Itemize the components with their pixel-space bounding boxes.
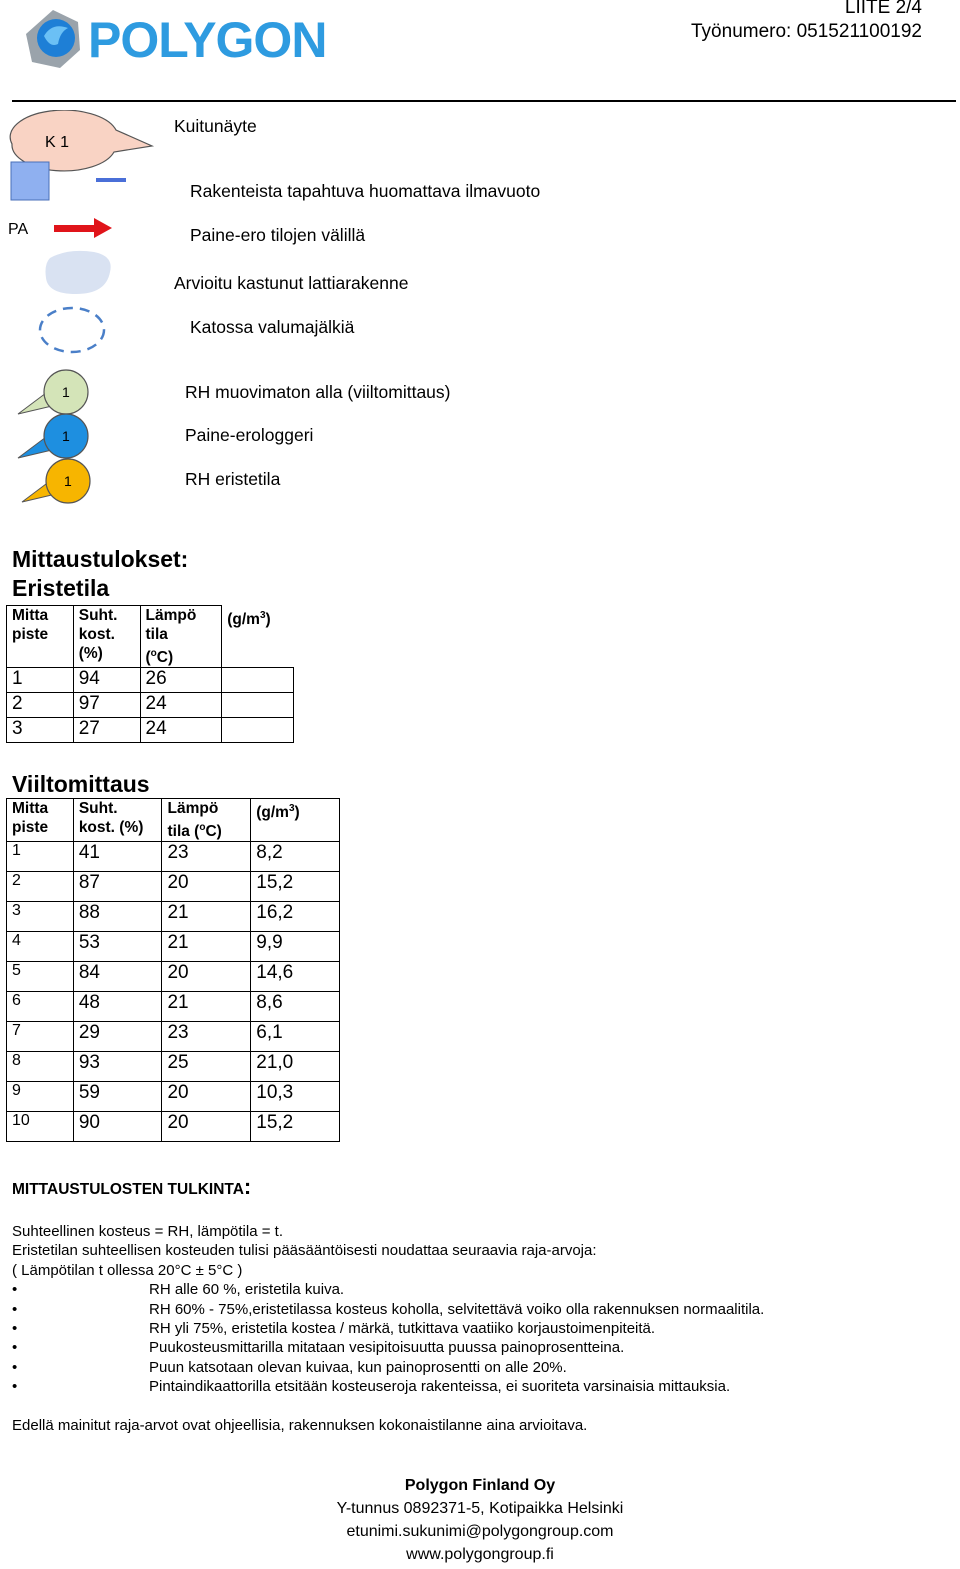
bullet-icon: • (12, 1378, 18, 1396)
logo-text: POLYGON (88, 12, 327, 68)
bullet-text: Pintaindikaattorilla etsitään kosteuseroja rakenteissa, ei suoriteta varsinaisia mittauksia. (149, 1378, 731, 1396)
bullet-text: Puun katsotaan olevan kuivaa, kun painoprosentti on alle 20%. (149, 1358, 567, 1376)
legend-paine-ero: Paine-ero tilojen välillä (190, 225, 366, 245)
header-mittapiste: Mitta piste (7, 799, 74, 842)
table-cell: 20 (162, 872, 251, 902)
table-cell: 14,6 (251, 962, 340, 992)
header-gm3: $(g/m^3)$ (227, 609, 271, 628)
table-cell: 1 (7, 842, 74, 872)
k1-label: K 1 (45, 134, 70, 151)
footer-company: Polygon Finland Oy (404, 1477, 556, 1494)
wet-floor-icon (46, 251, 111, 294)
table-cell: 15,2 (251, 1112, 340, 1142)
table-row (7, 902, 340, 932)
header-mittapiste: Mitta piste (7, 606, 74, 668)
interp-line: ( Lämpötilan t ollessa 20°C ± 5°C ) (12, 1261, 243, 1279)
table-cell: 8 (7, 1052, 74, 1082)
table-cell: 5 (7, 962, 74, 992)
table-cell (222, 693, 294, 718)
table-header-row (7, 606, 294, 668)
legend-symbols (8, 110, 168, 510)
table-cell: 7 (7, 1022, 74, 1052)
viilto-title: Viiltomittaus (12, 771, 150, 797)
pressure-arrow-icon (54, 218, 112, 238)
legend-ilmavuoto: Rakenteista tapahtuva huomattava ilmavuoto (190, 181, 541, 201)
table-cell: 20 (162, 1082, 251, 1112)
table-cell: 6,1 (251, 1022, 340, 1052)
table-cell: 24 (140, 693, 222, 718)
legend-valumajalkia: Katossa valumajälkiä (190, 317, 355, 337)
pressure-logger-badge-icon (18, 414, 88, 458)
interp-closing: Edellä mainitut raja-arvot ovat ohjeellisia, rakennuksen kokonaistilanne aina arvioitava. (12, 1416, 588, 1434)
table-cell: 21 (162, 932, 251, 962)
table-row (7, 872, 340, 902)
table-row (7, 1052, 340, 1082)
ceiling-stain-icon (40, 308, 104, 352)
table-cell: 9 (7, 1082, 74, 1112)
table-cell: 88 (73, 902, 162, 932)
header-gm3: $(g/m^3)$ (251, 799, 340, 842)
table-cell (222, 668, 294, 693)
legend-kastunut: Arvioitu kastunut lattiarakenne (174, 273, 409, 293)
table-row (7, 693, 294, 718)
bullet-item (12, 1280, 952, 1299)
air-leak-line-icon (96, 178, 126, 182)
bullet-icon: • (12, 1300, 18, 1318)
table-cell: 48 (73, 992, 162, 1022)
bullet-text: RH alle 60 %, eristetila kuiva. (149, 1281, 345, 1299)
header-lampotila: Lämpö tila ($^o$C) (140, 606, 222, 668)
table-cell: 2 (7, 872, 74, 902)
bullet-item (12, 1338, 952, 1357)
table-cell: 4 (7, 932, 74, 962)
table-cell: 41 (73, 842, 162, 872)
table-cell: 27 (73, 718, 140, 743)
table-cell: 16,2 (251, 902, 340, 932)
table-row (7, 962, 340, 992)
table-cell: 3 (7, 902, 74, 932)
interpretation-title: MITTAUSTULOSTEN TULKINTA: (12, 1174, 252, 1199)
bullet-text: RH yli 75%, eristetila kostea / märkä, tutkittava vaatiiko korjaustoimenpiteitä. (149, 1320, 656, 1337)
bullet-text: RH 60% - 75%,eristetilassa kosteus koholla, selvitettävä voiko olla rakennuksen normaalitila. (149, 1300, 765, 1318)
badge-number: 1 (62, 384, 70, 400)
bullet-text: Puukosteusmittarilla mitataan vesipitoisuutta puussa painoprosentteina. (149, 1339, 625, 1357)
table-cell: 26 (140, 668, 222, 693)
table-cell: 23 (162, 1022, 251, 1052)
appendix-label: LIITE 2/4 (844, 0, 922, 18)
legend-kuitunayte: Kuitunäyte (174, 116, 257, 136)
bullet-item (12, 1358, 952, 1377)
legend-rh-eristetila: RH eristetila (185, 469, 281, 489)
table-row (7, 1112, 340, 1142)
eristetila-title: Eristetila (12, 575, 110, 601)
table-cell (222, 718, 294, 743)
table-row (7, 718, 294, 743)
bullet-icon: • (12, 1281, 18, 1299)
header-suhtkost: Suht. kost. (%) (73, 606, 140, 668)
table-cell: 29 (73, 1022, 162, 1052)
header-divider (12, 100, 956, 102)
table-cell: 59 (73, 1082, 162, 1112)
table-row (7, 842, 340, 872)
badge-number: 1 (62, 428, 70, 444)
table-cell: 24 (140, 718, 222, 743)
eristetila-table (6, 605, 294, 743)
table-cell: 8,2 (251, 842, 340, 872)
table-cell: 21,0 (251, 1052, 340, 1082)
table-row (7, 1082, 340, 1112)
table-cell: 21 (162, 902, 251, 932)
rh-insulation-badge-icon (22, 459, 90, 503)
table-cell: 25 (162, 1052, 251, 1082)
bullet-icon: • (12, 1320, 18, 1337)
bullet-item (12, 1300, 952, 1319)
table-cell: 1 (7, 668, 74, 693)
table-cell: 2 (7, 693, 74, 718)
table-cell: 10,3 (251, 1082, 340, 1112)
viilto-table (6, 798, 340, 1142)
polygon-logo (22, 8, 362, 72)
pa-label: PA (8, 221, 29, 238)
table-row (7, 932, 340, 962)
table-cell: 23 (162, 842, 251, 872)
legend-rh-muovimaton: RH muovimaton alla (viiltomittaus) (185, 382, 451, 402)
footer-email[interactable]: etunimi.sukunimi@polygongroup.com (346, 1523, 614, 1540)
bullet-item (12, 1319, 952, 1338)
bullet-icon: • (12, 1339, 18, 1357)
table-cell: 21 (162, 992, 251, 1022)
fiber-sample-square-icon (11, 162, 49, 200)
table-cell: 10 (7, 1112, 74, 1142)
table-cell: 90 (73, 1112, 162, 1142)
table-cell: 8,6 (251, 992, 340, 1022)
footer-ytunnus: Y-tunnus 0892371-5, Kotipaikka Helsinki (336, 1500, 624, 1517)
badge-number: 1 (64, 473, 72, 489)
polygon-globe-icon (22, 8, 84, 70)
table-cell: 94 (73, 668, 140, 693)
bullet-list (12, 1280, 952, 1396)
table-cell: 53 (73, 932, 162, 962)
table-row (7, 668, 294, 693)
table-cell: 6 (7, 992, 74, 1022)
interp-line: Suhteellinen kosteus = RH, lämpötila = t. (12, 1223, 283, 1240)
table-cell: 97 (73, 693, 140, 718)
table-cell: 20 (162, 1112, 251, 1142)
bullet-icon: • (12, 1358, 18, 1376)
table-cell: 3 (7, 718, 74, 743)
table-cell: 20 (162, 962, 251, 992)
table-cell: 87 (73, 872, 162, 902)
work-number: Työnumero: 051521100192 (691, 21, 922, 42)
bullet-item (12, 1377, 952, 1396)
rh-film-badge-icon (18, 370, 88, 414)
results-title: Mittaustulokset: (12, 546, 189, 572)
table-row (7, 1022, 340, 1052)
table-header-row (7, 799, 340, 842)
interpretation-body (12, 1222, 952, 1435)
table-cell: 84 (73, 962, 162, 992)
table-cell: 9,9 (251, 932, 340, 962)
table-row (7, 992, 340, 1022)
table-cell: 15,2 (251, 872, 340, 902)
header-suhtkost: Suht. kost. (%) (73, 799, 162, 842)
interp-line: Eristetilan suhteellisen kosteuden tulisi pääsääntöisesti noudattaa seuraavia raja-arvoja: (12, 1242, 597, 1260)
header-lampotila: Lämpö tila ($^o$C) (162, 799, 251, 842)
table-cell: 93 (73, 1052, 162, 1082)
footer-web[interactable]: www.polygongroup.fi (406, 1546, 554, 1563)
legend-paine-erologgeri: Paine-erologgeri (185, 425, 314, 445)
